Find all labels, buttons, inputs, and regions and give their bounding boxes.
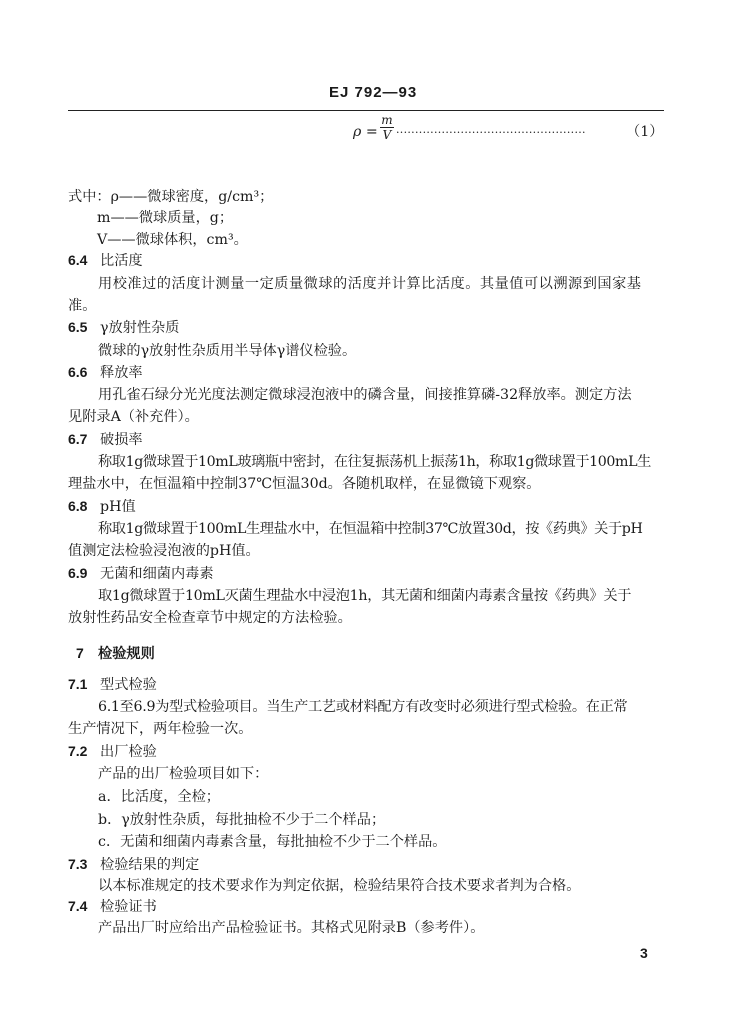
paragraph-line: 用孔雀石绿分光光度法测定微球浸泡液中的磷含量，间接推算磷-32释放率。测定方法 [98, 387, 632, 403]
section-number: 7.1 [68, 676, 88, 692]
section-title: γ放射性杂质 [100, 320, 180, 336]
paragraph-line: 见附录A（补充件）。 [68, 409, 199, 425]
paragraph-line: 生产情况下，两年检验一次。 [68, 721, 253, 737]
formula-leader-dots: ·················································· [396, 126, 586, 139]
paragraph-line: 用校准过的活度计测量一定质量微球的活度并计算比活度。其量值可以溯源到国家基 [98, 276, 642, 292]
paragraph-line: 6.1至6.9为型式检验项目。当生产工艺或材料配方有改变时必须进行型式检验。在正常 [98, 699, 628, 715]
standard-code: EJ 792—93 [329, 84, 418, 101]
section-number: 6.8 [68, 498, 88, 514]
formula-number: （1） [626, 124, 664, 140]
section-number: 7.3 [68, 856, 88, 872]
section-number: 6.9 [68, 565, 88, 581]
section-number: 6.4 [68, 252, 88, 268]
section-title: 破损率 [100, 432, 143, 448]
chapter-number: 7 [76, 645, 84, 661]
paragraph-line: 值测定法检验浸泡液的pH值。 [68, 543, 260, 559]
formula-fraction [380, 114, 394, 141]
list-item: b．γ放射性杂质，每批抽检不少于二个样品； [98, 812, 386, 828]
formula-numerator: m [381, 113, 393, 127]
section-title: 释放率 [100, 365, 143, 381]
section-number: 6.5 [68, 319, 88, 335]
formula-denominator: V [382, 128, 392, 142]
section-title: 型式检验 [100, 677, 157, 693]
paragraph-line: 微球的γ放射性杂质用半导体γ谱仪检验。 [98, 343, 357, 359]
section-title: 检验证书 [100, 899, 157, 915]
paragraph-line: 取1g微球置于10mL灭菌生理盐水中浸泡1h，其无菌和细菌内毒素含量按《药典》关于 [98, 588, 632, 604]
list-item: a．比活度，全检； [98, 789, 220, 805]
paragraph-line: 产品的出厂检验项目如下： [98, 766, 269, 782]
chapter-title: 检验规则 [98, 646, 155, 662]
section-title: 无菌和细菌内毒素 [100, 566, 214, 582]
section-number: 6.7 [68, 431, 88, 447]
page-number: 3 [640, 945, 648, 961]
where-v: V——微球体积，cm³。 [97, 232, 248, 248]
paragraph-line: 产品出厂时应给出产品检验证书。其格式见附录B（参考件）。 [98, 920, 485, 936]
paragraph-line: 理盐水中，在恒温箱中控制37℃恒温30d。各随机取样，在显微镜下观察。 [68, 476, 541, 492]
paragraph-line: 准。 [68, 298, 97, 314]
section-number: 7.2 [68, 743, 88, 759]
paragraph-line: 称取1g微球置于100mL生理盐水中，在恒温箱中控制37℃放置30d，按《药典》关于pH [98, 521, 643, 537]
where-m: m——微球质量，g； [97, 210, 234, 226]
section-number: 7.4 [68, 898, 88, 914]
paragraph-line: 称取1g微球置于10mL玻璃瓶中密封，在往复振荡机上振荡1h，称取1g微球置于100mL生 [98, 454, 651, 470]
section-title: 比活度 [100, 253, 143, 269]
section-title: 检验结果的判定 [100, 857, 200, 873]
section-title: pH值 [100, 499, 136, 515]
section-number: 6.6 [68, 364, 88, 380]
header-rule [68, 110, 664, 111]
section-title: 出厂检验 [100, 744, 157, 760]
paragraph-line: 放射性药品安全检查章节中规定的方法检验。 [68, 610, 352, 626]
where-rho: 式中：ρ——微球密度，g/cm³； [68, 189, 274, 205]
formula-lhs: ρ = [353, 124, 378, 140]
list-item: c．无菌和细菌内毒素含量，每批抽检不少于二个样品。 [98, 834, 447, 850]
paragraph-line: 以本标准规定的技术要求作为判定依据，检验结果符合技术要求者判为合格。 [98, 878, 581, 894]
